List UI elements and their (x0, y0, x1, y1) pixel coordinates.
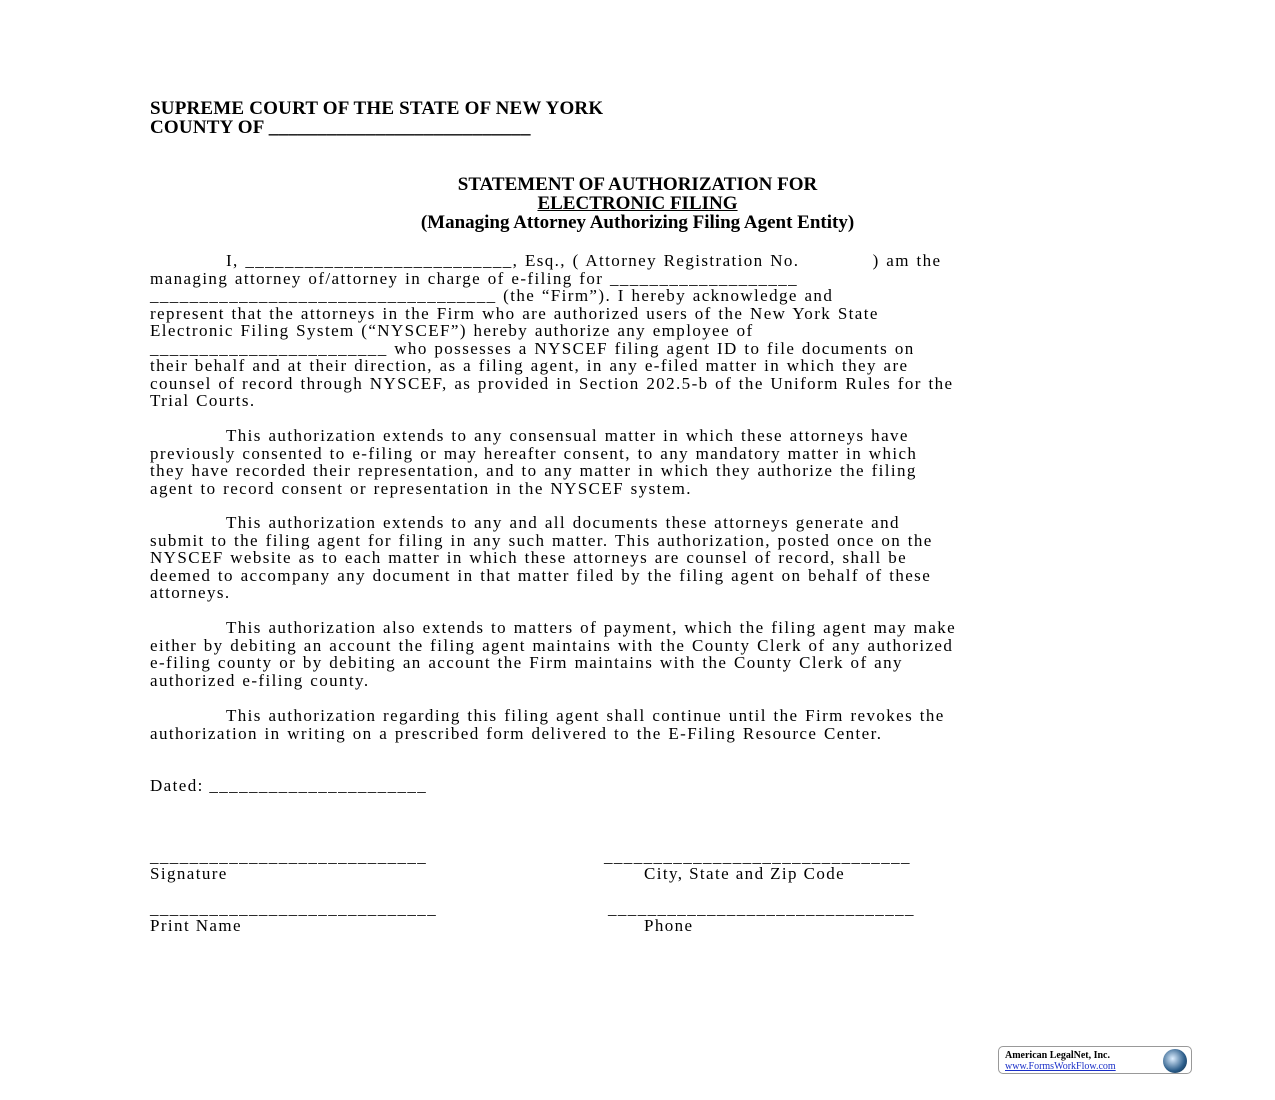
paragraph-line: previously consented to e-filing or may hereafter consent, to any mandatory matter in which (150, 443, 918, 463)
paragraph-3 (150, 514, 1130, 602)
paragraph-line: either by debiting an account the filing agent maintains with the County Clerk of any authorized (150, 635, 954, 655)
paragraph-1 (150, 252, 1130, 410)
signature-line: ____________________________ (150, 847, 428, 866)
globe-icon (1163, 1049, 1187, 1073)
paragraph-line: represent that the attorneys in the Firm who are authorized users of the New York State (150, 303, 879, 323)
paragraph-line: ________________________ who possesses a NYSCEF filing agent ID to file documents on (150, 338, 915, 358)
paragraph-5 (150, 707, 1130, 742)
paragraph-line: This authorization also extends to matters of payment, which the filing agent may make (226, 618, 957, 637)
paragraph-line: agent to record consent or representation in the NYSCEF system. (150, 478, 692, 498)
paragraph-line: Electronic Filing System (“NYSCEF”) hereby authorize any employee of (150, 321, 754, 340)
title-line-1: STATEMENT OF AUTHORIZATION FOR (457, 174, 818, 195)
paragraph-line: counsel of record through NYSCEF, as provided in Section 202.5-b of the Uniform Rules for the (150, 373, 954, 393)
paragraph-line: This authorization extends to any and all documents these attorneys generate and (226, 513, 900, 532)
paragraph-line: their behalf and at their direction, as a filing agent, in any e-filed matter in which they are (150, 356, 909, 375)
court-name: SUPREME COURT OF THE STATE OF NEW YORK (150, 98, 604, 119)
paragraph-line: they have recorded their representation, and to any matter in which they authorize the filing (150, 461, 917, 480)
county-line: COUNTY OF ___________________________ (150, 117, 531, 138)
paragraph-line: authorized e-filing county. (150, 670, 370, 690)
phone-line: _______________________________ (608, 899, 915, 918)
paragraph-line: deemed to accompany any document in that matter filed by the filing agent on behalf of these (150, 565, 932, 585)
paragraph-line: Trial Courts. (150, 391, 256, 410)
paragraph-line: submit to the filing agent for filing in any such matter. This authorization, posted once on the (150, 530, 933, 550)
paragraph-line: e-filing county or by debiting an account the Firm maintains with the County Clerk of any (150, 653, 903, 672)
paragraph-line: authorization in writing on a prescribed form delivered to the E-Filing Resource Center. (150, 723, 883, 743)
city-state-zip-label: City, State and Zip Code (644, 864, 846, 883)
phone-label: Phone (644, 916, 694, 935)
paragraph-2 (150, 427, 1130, 497)
publisher-logo (998, 1046, 1192, 1074)
paragraph-line: NYSCEF website as to each matter in which these attorneys are counsel of record, shall be (150, 548, 908, 567)
paragraph-line: I, ___________________________, Esq., ( Attorney Registration No. ) am the (226, 251, 942, 270)
publisher-name: American LegalNet, Inc. (1005, 1050, 1110, 1061)
paragraph-line: This authorization regarding this filing agent shall continue until the Firm revokes the (226, 706, 945, 725)
subtitle: (Managing Attorney Authorizing Filing Agent Entity) (420, 212, 855, 233)
print-name-label: Print Name (150, 916, 242, 935)
city-state-zip-line: _______________________________ (604, 847, 911, 866)
paragraph-line: managing attorney of/attorney in charge of e-filing for ___________________ (150, 268, 799, 288)
title-line-2: ELECTRONIC FILING (537, 193, 738, 214)
dated-field: Dated: ______________________ (150, 776, 428, 795)
publisher-link[interactable]: www.FormsWorkFlow.com (1005, 1061, 1116, 1072)
signature-label: Signature (150, 864, 228, 883)
paragraph-line: ___________________________________ (the “Firm”). I hereby acknowledge and (150, 286, 834, 305)
paragraph-line: attorneys. (150, 583, 231, 602)
print-name-line: _____________________________ (150, 899, 438, 918)
paragraph-line: This authorization extends to any consensual matter in which these attorneys have (226, 426, 909, 445)
paragraph-4 (150, 619, 1130, 689)
